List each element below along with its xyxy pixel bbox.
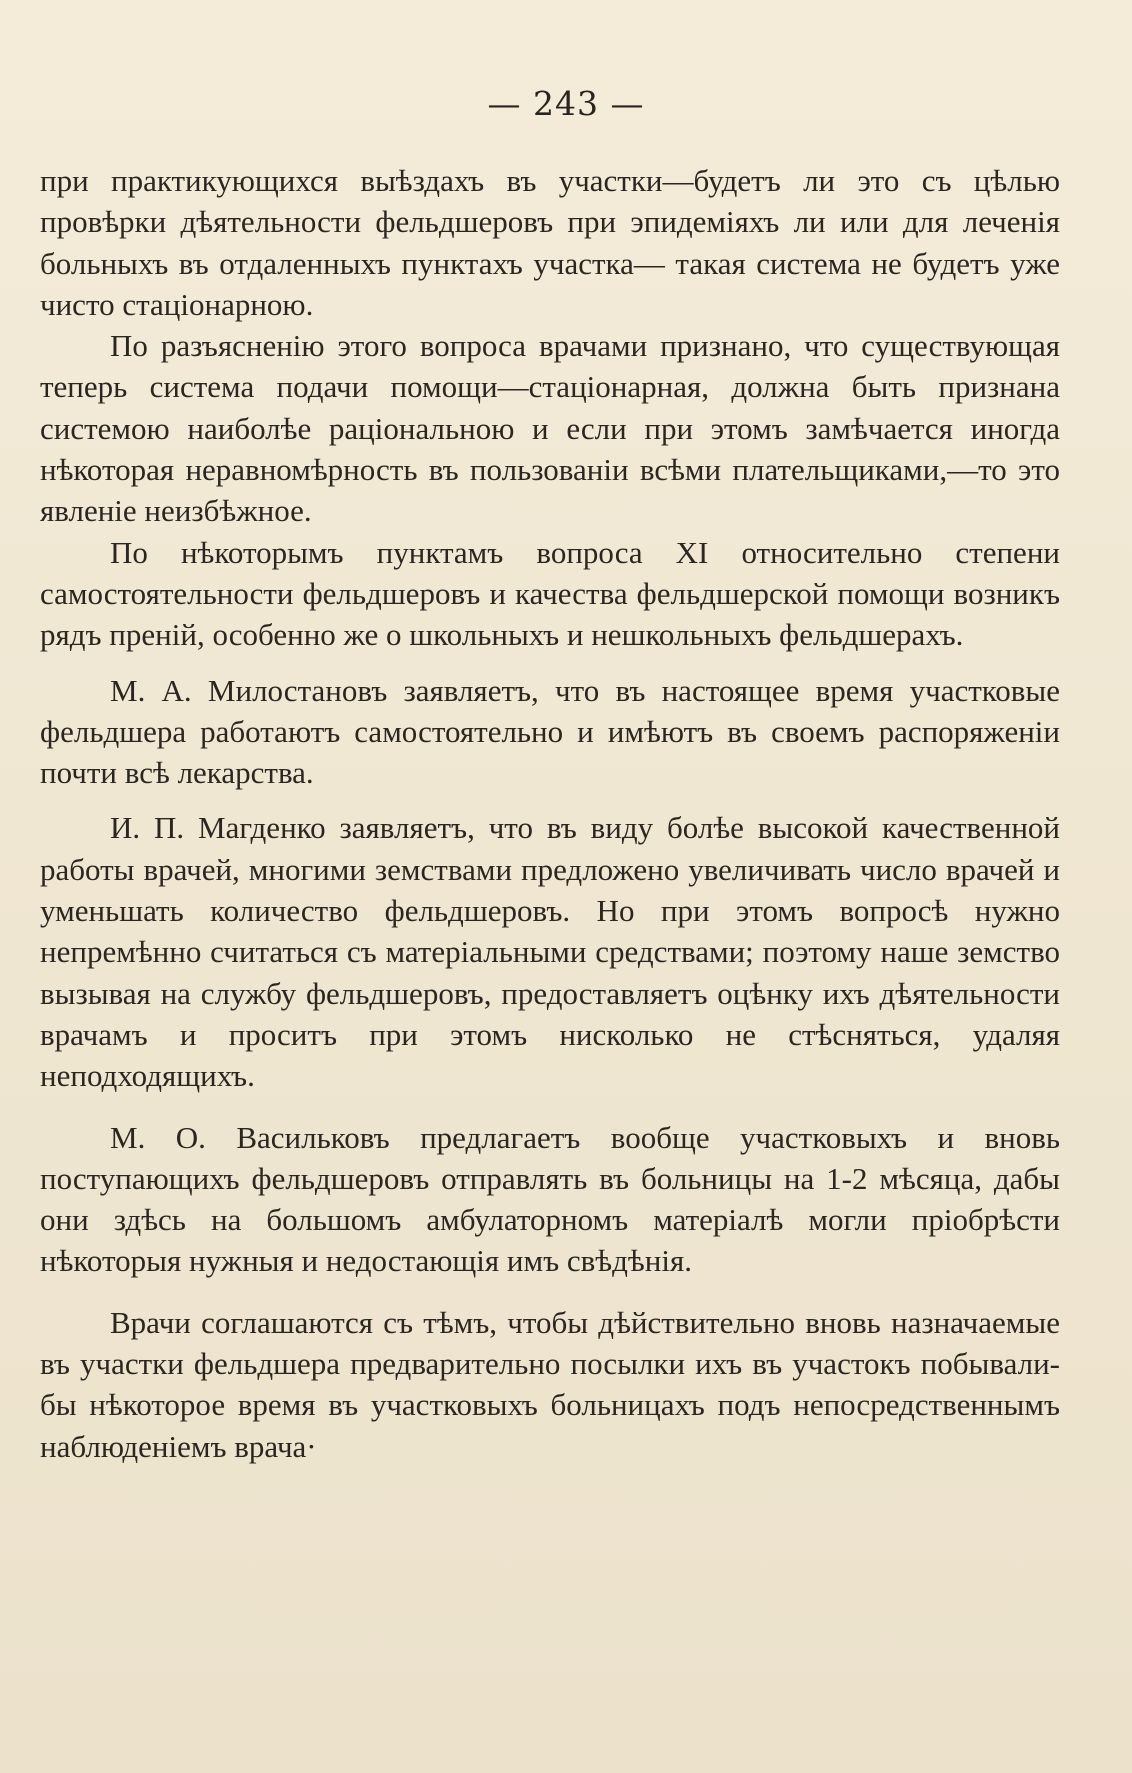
page-number: — 243 — xyxy=(487,84,645,123)
paragraph-system-explanation: По разъясненію этого вопроса врачами признано, что существующая теперь система подачи помощи—стаціонарная, должна быть признана системою наиболѣе раціональною и если при этомъ замѣчается иногда нѣкоторая неравномѣрность въ пользованіи всѣми плательщиками,—то это явленіе неизбѣжное. xyxy=(40,328,1060,529)
paragraph-magdenko: И. П. Магденко заявляетъ, что въ виду болѣе высокой качественной работы врачей, многими земствами предложено увеличивать число врачей и уменьшать количество фельдшеровъ. Но при этомъ вопросѣ нужно непремѣнно считаться съ матеріальными средствами; поэтому наше земство вызывая на службу фельдшеровъ, предоставляетъ оцѣнку ихъ дѣятельности врачамъ и проситъ при этомъ нисколько не стѣсняться, удаляя неподходящихъ. xyxy=(40,810,1060,1094)
paragraph-doctors-agree: Врачи соглашаются съ тѣмъ, чтобы дѣйствительно вновь назначаемые въ участки фельдшера предварительно посылки ихъ въ участокъ побывали-бы нѣкоторое время въ участковыхъ больницахъ подъ непосредственнымъ наблюденіемъ врача· xyxy=(40,1304,1060,1464)
paragraph-continuation: при практикующихся выѣздахъ въ участки—будетъ ли это съ цѣлью провѣрки дѣятельности фельдшеровъ при эпидеміяхъ ли или для леченія больныхъ въ отдаленныхъ пунктахъ участка— такая система не будетъ уже чисто стаціонарною. xyxy=(40,163,1060,322)
paragraph-vasilkov: М. О. Васильковъ предлагаетъ вообще участковыхъ и вновь поступающихъ фельдшеровъ отправлять въ больницы на 1-2 мѣсяца, дабы они здѣсь на большомъ амбулаторномъ матеріалѣ могли пріобрѣсти нѣкоторыя нужныя и недостающія имъ свѣдѣнія. xyxy=(40,1119,1060,1279)
paragraph-question-xi: По нѣкоторымъ пунктамъ вопроса XI относительно степени самостоятельности фельдшеровъ и качества фельдшерской помощи возникъ рядъ преній, особенно же о школьныхъ и нешкольныхъ фельдшерахъ. xyxy=(40,534,1060,653)
paragraph-milostanov: М. А. Милостановъ заявляетъ, что въ настоящее время участковые фельдшера работаютъ самостоятельно и имѣютъ въ своемъ распоряженіи почти всѣ лекарства. xyxy=(40,672,1060,791)
body-text xyxy=(40,160,1060,1467)
